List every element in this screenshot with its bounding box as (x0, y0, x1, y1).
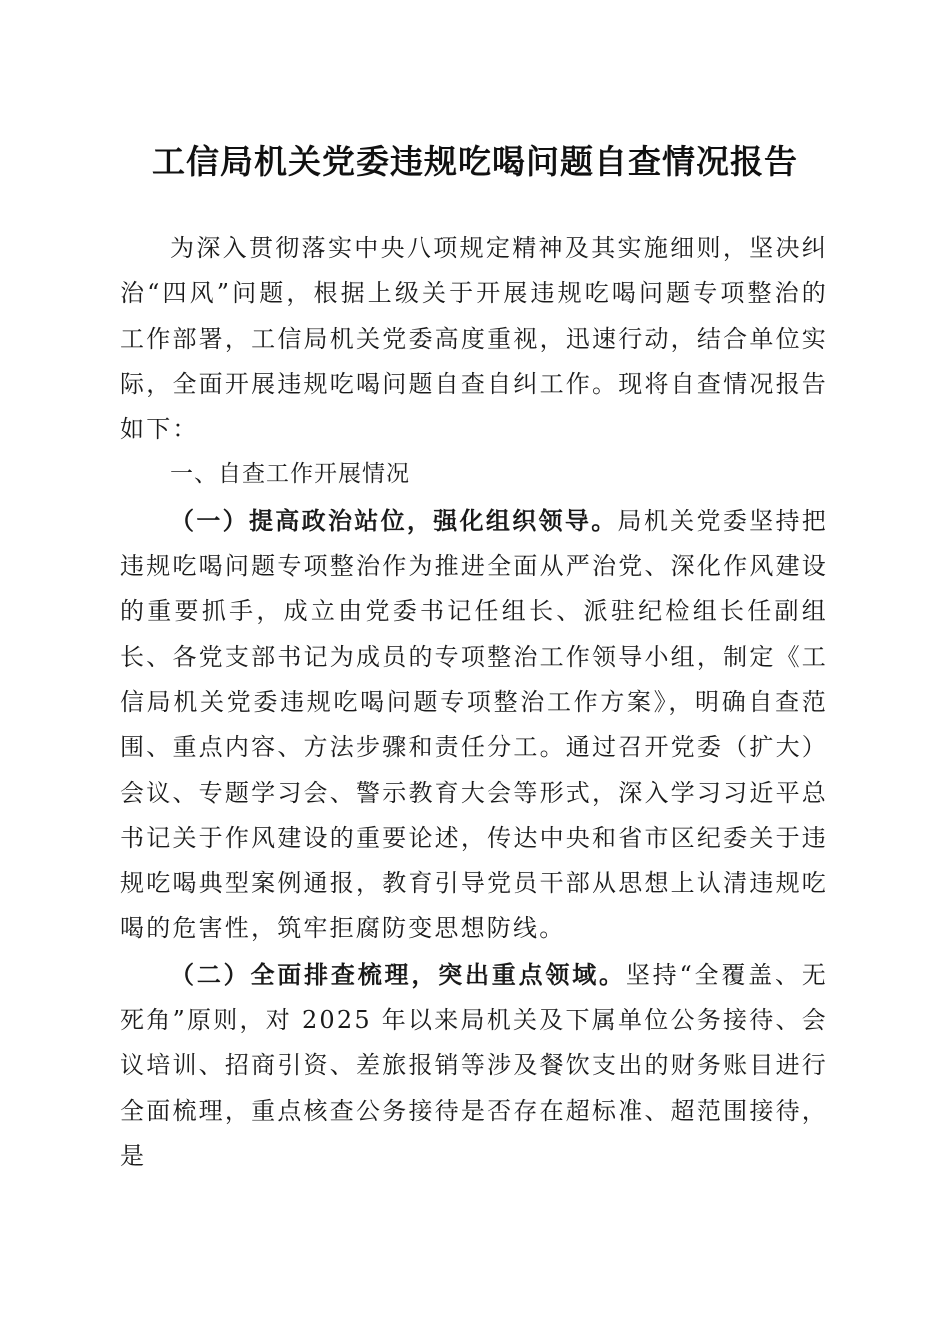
section-heading: 一、自查工作开展情况 (170, 461, 410, 488)
document-body (120, 226, 828, 1179)
paragraph-item-1 (120, 498, 828, 952)
intro-paragraph: 为深入贯彻落实中央八项规定精神及其实施细则，坚决纠治“四风”问题，根据上级关于开展违规吃喝问题专项整治的工作部署，工信局机关党委高度重视，迅速行动，结合单位实际，全面开展违规吃喝问题自查自纠工作。现将自查情况报告如下： (120, 234, 828, 444)
document-title: 工信局机关党委违规吃喝问题自查情况报告 (152, 142, 798, 181)
item-2-body: 坚持“全覆盖、无死角”原则，对 2025 年以来局机关及下属单位公务接待、会议培训、招商引资、差旅报销等涉及餐饮支出的财务账目进行全面梳理，重点核查公务接待是否存在超标准、超范围接待，是 (120, 960, 828, 1170)
item-1-body: 局机关党委坚持把违规吃喝问题专项整治作为推进全面从严治党、深化作风建设的重要抓手，成立由党委书记任组长、派驻纪检组长任副组长、各党支部书记为成员的专项整治工作领导小组，制定《工信局机关党委违规吃喝问题专项整治工作方案》，明确自查范围、重点内容、方法步骤和责任分工。通过召开党委（扩大）会议、专题学习会、警示教育大会等形式，深入学习习近平总书记关于作风建设的重要论述，传达中央和省市区纪委关于违规吃喝典型案例通报，教育引导党员干部从思想上认清违规吃喝的危害性，筑牢拒腐防变思想防线。 (120, 506, 828, 943)
paragraph-item-2 (120, 952, 828, 1179)
item-1-title: （一）提高政治站位，强化组织领导。 (170, 505, 618, 535)
item-2-title: （二）全面排查梳理，突出重点领域。 (170, 959, 626, 989)
